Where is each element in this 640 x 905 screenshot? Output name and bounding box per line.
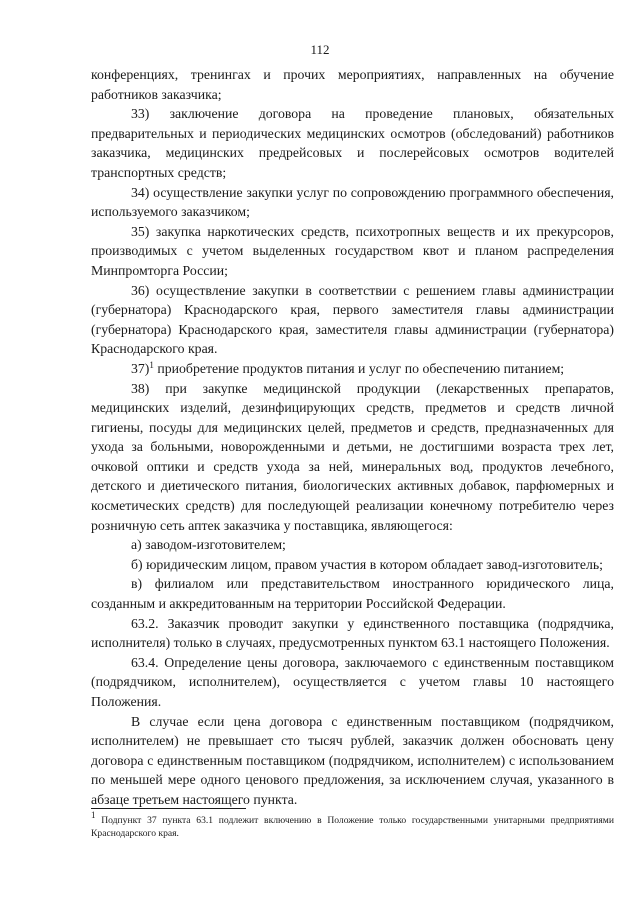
paragraph-item-36: 36) осуществление закупки в соответствии с решением главы администрации (губернатора) Краснодарского края, первого заместителя главы администрации (губернатора) Краснодарского края, заместителя главы администрации (губернатора) Краснодарского края. bbox=[91, 282, 614, 357]
paragraph-subitem-a: а) заводом-изготовителем; bbox=[131, 537, 286, 553]
paragraph-item-33: 33) заключение договора на проведение плановых, обязательных предварительных и периодических медицинских осмотров (обследований) работников заказчика, медицинских предрейсовых и послерейсовых осмотров водителей транспортных средств; bbox=[91, 106, 614, 180]
paragraph-subitem-v: в) филиалом или представительством иностранного юридического лица, созданным и аккредитованным на территории Российской Федерации. bbox=[91, 576, 614, 612]
item-37-text: приобретение продуктов питания и услуг по обеспечению питанием; bbox=[153, 360, 565, 376]
paragraph-continuation: конференциях, тренингах и прочих мероприятиях, направленных на обучение работников заказчика; bbox=[91, 67, 614, 102]
footnote-marker: 1 bbox=[91, 810, 96, 820]
paragraph-item-38: 38) при закупке медицинской продукции (лекарственных препаратов, медицинских изделий, дезинфицирующих средств, предметов и средств личной гигиены, посуды для медицинских целей, предметов и средств, предназначенных для ухода за больными, новорожденными и детьми, не достигшими возраста трех лет, очковой оптики и средств ухода за ней, минеральных вод, продуктов лечебного, детского и диетического питания, биологических активных добавок, парфюмерных и косметических средств) для последующей реализации конечному потребителю через розничную сеть аптек заказчика у поставщика, являющегося: bbox=[91, 380, 614, 533]
footnote-text: Подпункт 37 пункта 63.1 подлежит включению в Положение только государственными унитарными предприятиями Краснодарского края. bbox=[91, 815, 614, 839]
paragraph-item-35: 35) закупка наркотических средств, психотропных веществ и их прекурсоров, производимых с учетом выделенных государством квот и планом распределения Минпромторга России; bbox=[91, 223, 614, 278]
item-37-number: 37) bbox=[131, 360, 150, 376]
footnote-divider bbox=[91, 808, 246, 809]
footnote-reference: 1 bbox=[149, 359, 154, 370]
paragraph-subitem-b: б) юридическим лицом, правом участия в котором обладает завод-изготовитель; bbox=[131, 556, 603, 572]
paragraph-63-2: 63.2. Заказчик проводит закупки у единственного поставщика (подрядчика, исполнителя) только в случаях, предусмотренных пунктом 63.1 настоящего Положения. bbox=[91, 615, 614, 651]
document-body bbox=[91, 65, 614, 810]
page-number: 112 bbox=[310, 42, 330, 57]
paragraph-price-justification: В случае если цена договора с единственным поставщиком (подрядчиком, исполнителем) не превышает сто тысяч рублей, заказчик должен обосновать цену договора с единственным поставщиком (подрядчиком, исполнителем) с использованием по меньшей мере одного ценового предложения, за исключением случая, указанного в абзаце третьем настоящего пункта. bbox=[91, 713, 614, 807]
footnote bbox=[91, 810, 614, 840]
paragraph-item-37 bbox=[91, 359, 614, 379]
paragraph-item-34: 34) осуществление закупки услуг по сопровождению программного обеспечения, используемого заказчиком; bbox=[91, 184, 614, 220]
paragraph-63-4: 63.4. Определение цены договора, заключаемого с единственным поставщиком (подрядчиком, исполнителем), осуществляется с учетом главы 10 настоящего Положения. bbox=[91, 654, 614, 709]
